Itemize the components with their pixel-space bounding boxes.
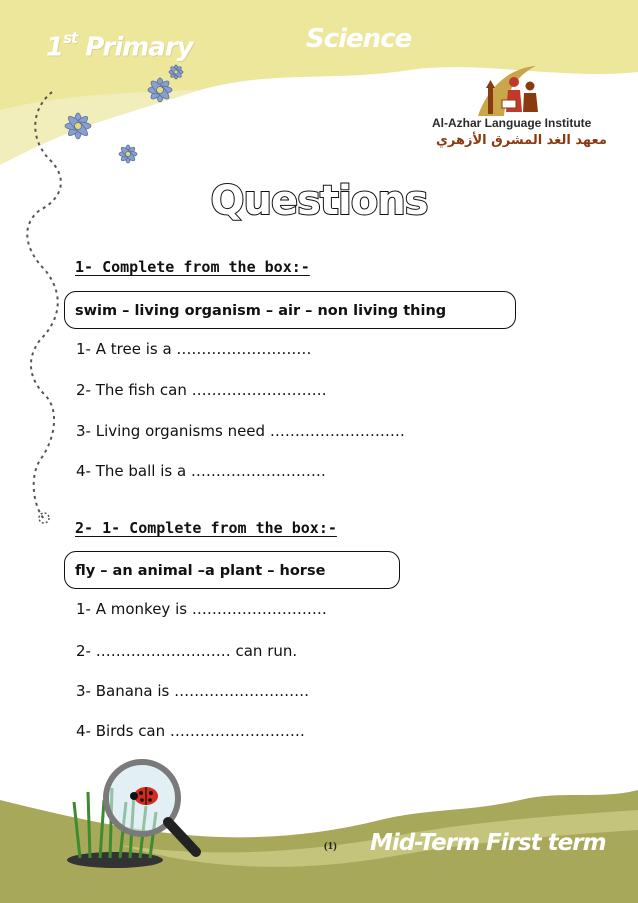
subject-label: Science	[306, 24, 412, 54]
section-1-question-4: 4- The ball is a ………………………	[76, 462, 326, 480]
grade-label: 1st Primary	[46, 29, 193, 63]
section-1-question-3: 3- Living organisms need ………………………	[76, 422, 405, 440]
term-label: Mid-Term First term	[370, 830, 606, 856]
page-number: (1)	[324, 840, 337, 852]
section-2-question-3: 3- Banana is ………………………	[76, 682, 310, 700]
institute-name-arabic: معهد الغد المشرق الأزهري	[436, 133, 607, 148]
institute-name-english: Al-Azhar Language Institute	[432, 116, 592, 130]
section-1-question-1: 1- A tree is a ………………………	[76, 340, 312, 358]
dotted-vine	[27, 92, 61, 520]
section-2-question-2: 2- ……………………… can run.	[76, 642, 298, 660]
section-1-heading: 1- Complete from the box:-	[75, 258, 310, 276]
page-title: Questions	[210, 178, 428, 224]
section-1-question-2: 2- The fish can ………………………	[76, 381, 327, 399]
magnifier-ladybug-icon	[60, 742, 210, 872]
section-2-heading: 2- 1- Complete from the box:-	[75, 519, 337, 537]
section-2-question-1: 1- A monkey is ………………………	[76, 600, 327, 618]
section-2-word-box: fly – an animal –a plant – horse	[64, 551, 400, 589]
section-1-word-box: swim – living organism – air – non living thing	[64, 291, 516, 329]
institute-logo-icon	[476, 62, 548, 118]
section-2-question-4: 4- Birds can ………………………	[76, 722, 305, 740]
